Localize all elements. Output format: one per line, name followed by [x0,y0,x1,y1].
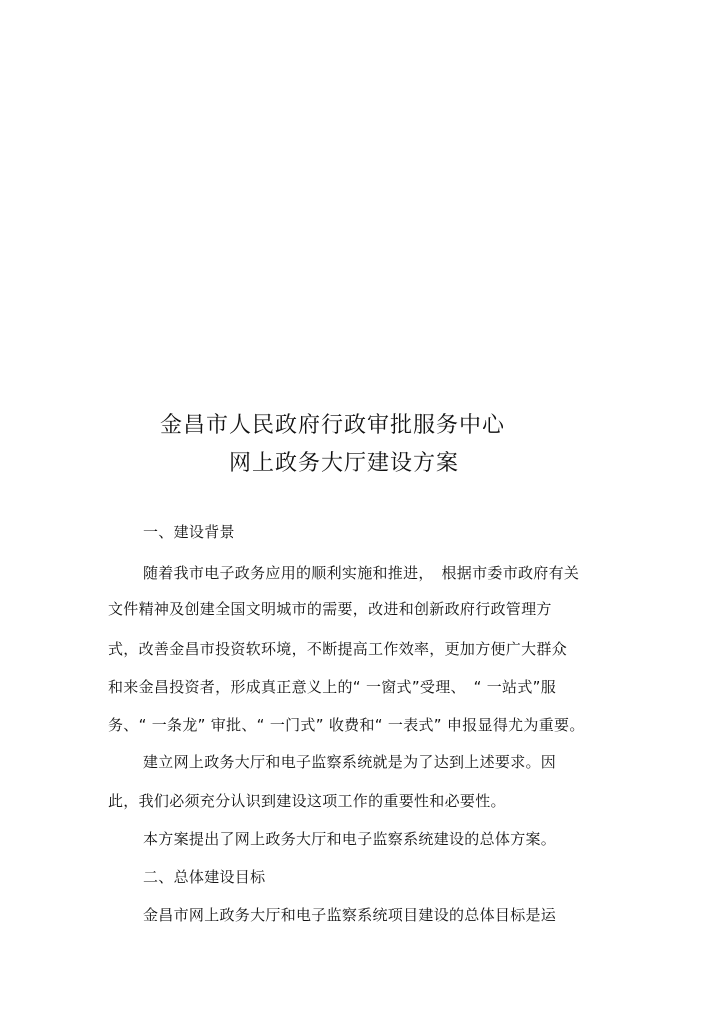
paragraph-line: 式，改善金昌市投资软环境，不断提高工作效率，更加方便广大群众 [108,640,568,658]
paragraph-line: 本方案提出了网上政务大厅和电子监察系统建设的总体方案。 [143,830,557,848]
paragraph-line: 务、“ 一条龙” 审批、“ 一门式” 收费和“ 一表式” 申报显得尤为重要。 [108,716,585,734]
document-title-line-1: 金昌市人民政府行政审批服务中心 [160,413,506,438]
paragraph-line: 建立网上政务大厅和电子监察系统就是为了达到上述要求。因 [143,753,557,771]
section-heading: 二、总体建设目标 [143,868,266,886]
paragraph-line: 随着我市电子政务应用的顺利实施和推进， 根据市委市政府有关 [143,564,580,582]
document-title-line-2: 网上政务大厅建设方案 [229,451,460,476]
section-heading: 一、建设背景 [143,523,235,541]
paragraph-line: 和来金昌投资者，形成真正意义上的“ 一窗式”受理、 “ 一站式”服 [108,678,557,696]
paragraph-line: 金昌市网上政务大厅和电子监察系统项目建设的总体目标是运 [143,906,557,924]
paragraph-line: 此，我们必须充分认识到建设这项工作的重要性和必要性。 [108,792,506,810]
paragraph-line: 文件精神及创建全国文明城市的需要，改进和创新政府行政管理方 [108,600,552,618]
